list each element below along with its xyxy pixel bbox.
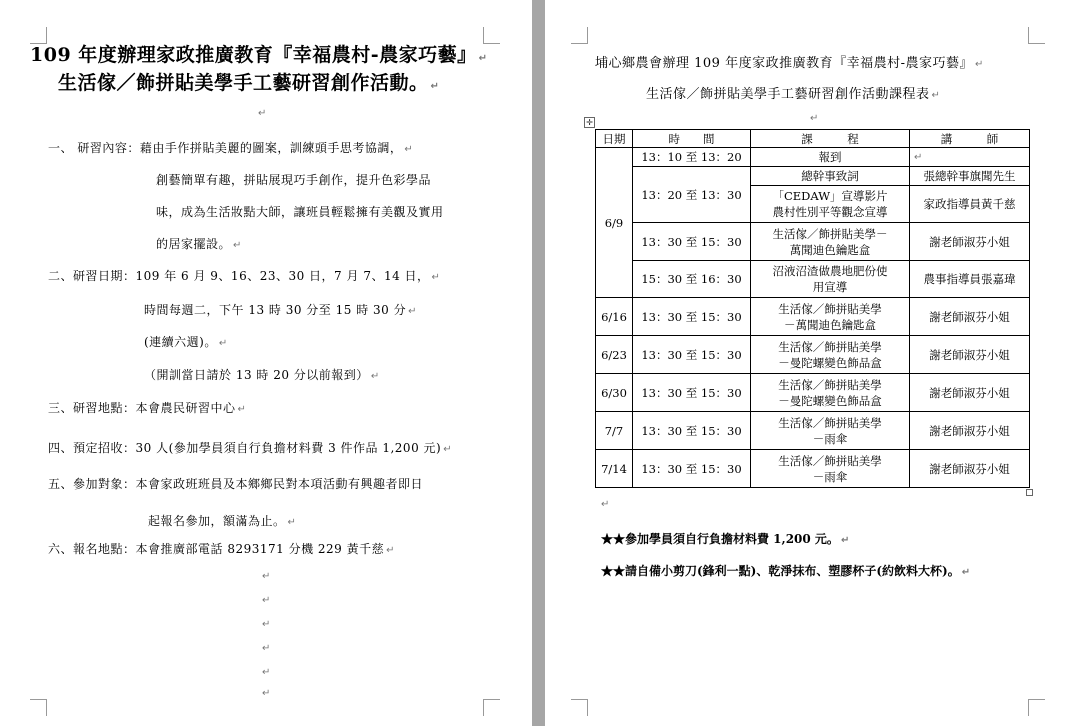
- date-cell[interactable]: 6/23: [596, 336, 633, 374]
- item-text: 四、預定招收：30 人(參加學員須自行負擔材料費 3 件作品 1,200 元): [48, 441, 442, 455]
- crop-mark-bottom-left: [571, 699, 588, 716]
- table-row: [596, 374, 1030, 412]
- item-text: 的居家擺設。: [156, 237, 232, 251]
- table-row: [596, 148, 1030, 167]
- schedule-table: [595, 129, 1030, 488]
- teacher-cell[interactable]: 謝老師淑芬小姐: [910, 298, 1030, 336]
- item-2-line-3[interactable]: [144, 333, 228, 350]
- title-text: 埔心鄉農會辦理 109 年度家政推廣教育『幸福農村-農家巧藝』: [595, 56, 973, 71]
- course-text: 生活傢／飾拼貼美學: [778, 339, 882, 354]
- header-course[interactable]: 課 程: [751, 130, 910, 148]
- table-row: [596, 298, 1030, 336]
- item-2-line-4[interactable]: [144, 366, 380, 383]
- paragraph-mark: ↵: [233, 240, 242, 251]
- teacher-cell[interactable]: [910, 148, 1030, 167]
- course-text: －曼陀螺變色飾品盒: [778, 393, 882, 408]
- course-cell[interactable]: [751, 298, 910, 336]
- date-cell[interactable]: 6/9: [596, 148, 633, 298]
- course-cell[interactable]: [751, 186, 910, 223]
- course-cell[interactable]: [751, 412, 910, 450]
- course-text: 「CEDAW」宣導影片: [772, 189, 888, 203]
- item-4-line-1[interactable]: [48, 439, 452, 456]
- paragraph-mark: ↵: [218, 338, 228, 349]
- note-text: ★★請自備小剪刀(鋒利一點)、乾淨抹布、塑膠杯子(約飲料大杯)。: [601, 564, 960, 578]
- course-text: －雨傘: [812, 431, 848, 446]
- item-text: 味，成為生活妝點大師，讓班員輕鬆擁有美觀及實用: [156, 205, 444, 219]
- teacher-cell[interactable]: 謝老師淑芬小姐: [910, 336, 1030, 374]
- teacher-cell[interactable]: 農事指導員張嘉瑋: [910, 261, 1030, 298]
- note-text: ★★參加學員須自行負擔材料費 1,200 元。: [601, 532, 839, 546]
- paragraph-mark: ↵: [262, 619, 271, 630]
- time-cell[interactable]: 15：30 至 16：30: [633, 261, 751, 298]
- item-2-line-2[interactable]: [144, 301, 417, 318]
- time-cell[interactable]: 13：20 至 13：30: [633, 167, 751, 223]
- crop-mark-bottom-right: [483, 699, 500, 716]
- paragraph-mark: ↵: [430, 81, 440, 92]
- paragraph-mark: ↵: [237, 404, 247, 415]
- course-cell[interactable]: [751, 167, 910, 186]
- header-teacher[interactable]: 講 師: [910, 130, 1030, 148]
- course-text: 萬聞迪色鑰匙盒: [789, 242, 871, 257]
- paragraph-mark: ↵: [262, 667, 271, 678]
- teacher-cell[interactable]: 家政指導員黃千慈: [910, 186, 1030, 223]
- course-text: 報到: [818, 150, 842, 164]
- schedule-title-line2[interactable]: [646, 83, 940, 102]
- table-row: [596, 450, 1030, 488]
- course-text: －萬聞迪色鑰匙盒: [784, 317, 876, 332]
- course-text: 沼液沼渣做農地肥份使: [772, 264, 888, 278]
- item-2-line-1[interactable]: [48, 267, 440, 284]
- course-cell[interactable]: [751, 336, 910, 374]
- item-text: 創藝簡單有趣，拼貼展現巧手創作，提升色彩學品: [156, 173, 432, 187]
- table-resize-handle-icon[interactable]: [1026, 489, 1033, 496]
- time-cell[interactable]: 13：30 至 15：30: [633, 374, 751, 412]
- doc-title-line2[interactable]: [58, 68, 439, 95]
- table-row: [596, 412, 1030, 450]
- table-row: [596, 223, 1030, 261]
- paragraph-mark: ↵: [262, 643, 271, 654]
- paragraph-mark: ↵: [974, 59, 984, 70]
- item-text: （開訓當日請於 13 時 20 分以前報到）: [144, 368, 369, 382]
- course-text: 用宣導: [812, 280, 848, 294]
- paragraph-mark: ↵: [262, 571, 271, 582]
- course-text: －雨傘: [812, 469, 848, 484]
- table-move-handle-icon[interactable]: ✛: [584, 117, 595, 128]
- time-cell[interactable]: 13：30 至 15：30: [633, 412, 751, 450]
- course-cell[interactable]: [751, 261, 910, 298]
- teacher-cell[interactable]: 謝老師淑芬小姐: [910, 374, 1030, 412]
- course-cell[interactable]: [751, 148, 910, 167]
- teacher-cell[interactable]: 謝老師淑芬小姐: [910, 450, 1030, 488]
- paragraph-mark: ↵: [262, 595, 271, 606]
- course-cell[interactable]: [751, 223, 910, 261]
- paragraph-mark: ↵: [443, 444, 453, 455]
- item-1-line-2[interactable]: [156, 171, 431, 188]
- item-text: 三、研習地點：本會農民研習中心: [48, 401, 236, 415]
- paragraph-mark: ↵: [287, 517, 297, 528]
- paragraph-mark: ↵: [386, 545, 395, 556]
- doc-title-line1[interactable]: [30, 40, 488, 67]
- course-text: 生活傢／飾拼貼美學: [778, 415, 882, 430]
- item-text: 二、研習日期：109 年 6 月 9、16、23、30 日，7 月 7、14 日，: [48, 269, 430, 283]
- item-1-line-4[interactable]: [156, 235, 242, 252]
- time-cell[interactable]: 13：30 至 15：30: [633, 336, 751, 374]
- paragraph-mark: ↵: [262, 688, 271, 699]
- paragraph-mark: ↵: [404, 144, 414, 155]
- paragraph-mark: ↵: [370, 371, 380, 382]
- paragraph-mark: ↵: [810, 113, 819, 124]
- header-time[interactable]: 時 間: [633, 130, 751, 148]
- date-cell[interactable]: 7/14: [596, 450, 633, 488]
- paragraph-mark: ↵: [408, 306, 417, 317]
- table-row: [596, 336, 1030, 374]
- course-cell[interactable]: [751, 450, 910, 488]
- paragraph-mark: ↵: [931, 90, 941, 101]
- paragraph-mark: ↵: [258, 108, 267, 119]
- time-cell[interactable]: 13：30 至 15：30: [633, 223, 751, 261]
- crop-mark-bottom-right: [1028, 699, 1045, 716]
- table-header-row: [596, 130, 1030, 148]
- course-text: 生活傢／飾拼貼美學: [778, 453, 882, 468]
- paragraph-mark: ↵: [431, 272, 441, 283]
- table-row: [596, 167, 1030, 186]
- time-cell[interactable]: 13：10 至 13：20: [633, 148, 751, 167]
- item-5-line-2[interactable]: [148, 512, 296, 529]
- schedule-title-line1[interactable]: [595, 52, 984, 71]
- course-text: 生活傢／飾拼貼美學: [778, 301, 882, 316]
- course-text: 生活傢／飾拼貼美學－: [772, 226, 888, 241]
- date-cell[interactable]: 7/7: [596, 412, 633, 450]
- supplies-note[interactable]: [601, 562, 970, 579]
- paragraph-mark: ↵: [961, 567, 971, 578]
- paragraph-mark: ↵: [914, 152, 923, 163]
- item-text: 一、 研習內容：藉由手作拼貼美麗的圖案，訓練頭手思考協調，: [48, 141, 403, 155]
- paragraph-mark: ↵: [601, 499, 610, 510]
- time-cell[interactable]: 13：30 至 15：30: [633, 450, 751, 488]
- crop-mark-top-left: [571, 27, 588, 44]
- right-page: [545, 0, 1070, 726]
- course-text: 生活傢／飾拼貼美學: [778, 377, 882, 392]
- course-text: －曼陀螺變色飾品盒: [778, 355, 882, 370]
- paragraph-mark: ↵: [478, 53, 488, 64]
- item-1-line-1[interactable]: [48, 139, 413, 156]
- item-3-line-1[interactable]: [48, 399, 246, 416]
- item-6-line-1[interactable]: [48, 540, 395, 557]
- crop-mark-top-right: [1028, 27, 1045, 44]
- material-fee-note[interactable]: [601, 530, 849, 547]
- date-cell[interactable]: 6/30: [596, 374, 633, 412]
- paragraph-mark: ↵: [840, 535, 850, 546]
- item-text: 六、報名地點：本會推廣部電話 8293171 分機 229 黃千慈: [48, 542, 385, 556]
- header-date[interactable]: 日期: [596, 130, 633, 148]
- course-text: 總幹事致詞: [801, 169, 859, 183]
- teacher-cell[interactable]: 謝老師淑芬小姐: [910, 412, 1030, 450]
- teacher-cell[interactable]: 張總幹事旗聞先生: [910, 167, 1030, 186]
- item-text: 起報名參加，額滿為止。: [148, 514, 286, 528]
- course-cell[interactable]: [751, 374, 910, 412]
- left-page: [0, 0, 532, 726]
- table-row: [596, 261, 1030, 298]
- crop-mark-bottom-left: [30, 699, 47, 716]
- item-1-line-3[interactable]: [156, 203, 444, 220]
- item-text: 時間每週二，下午 13 時 30 分至 15 時 30 分: [144, 303, 407, 317]
- title-text: 109 年度辦理家政推廣教育『幸福農村-農家巧藝』: [30, 44, 477, 66]
- item-text: (連續六週)。: [144, 335, 217, 349]
- title-text: 生活傢／飾拼貼美學手工藝研習創作活動。: [58, 72, 429, 94]
- date-cell[interactable]: 6/16: [596, 298, 633, 336]
- item-5-line-1[interactable]: [48, 475, 423, 492]
- title-text: 生活傢／飾拼貼美學手工藝研習創作活動課程表: [646, 87, 930, 102]
- teacher-cell[interactable]: 謝老師淑芬小姐: [910, 223, 1030, 261]
- course-text: 農村性別平等觀念宣導: [772, 205, 888, 219]
- time-cell[interactable]: 13：30 至 15：30: [633, 298, 751, 336]
- item-text: 五、參加對象：本會家政班班員及本鄉鄉民對本項活動有興趣者即日: [48, 477, 424, 491]
